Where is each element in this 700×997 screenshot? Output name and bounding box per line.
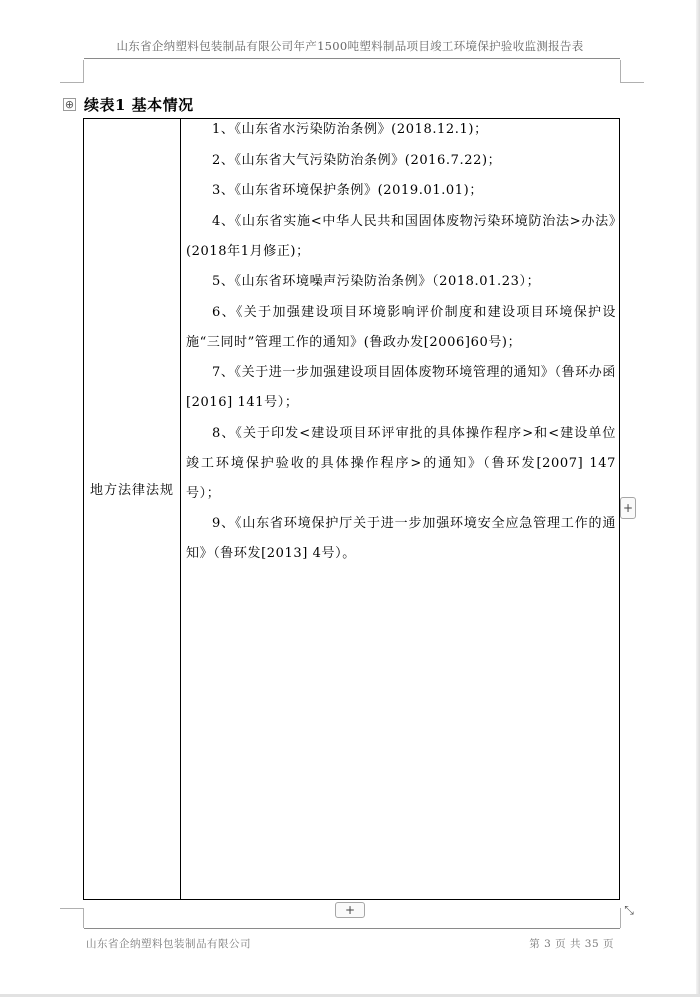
regulation-item: 4、《山东省实施<中华人民共和国固体废物污染环境防治法>办法》(2018年1月修正)； (186, 213, 616, 259)
regulations-list (186, 115, 616, 570)
add-row-button[interactable]: + (335, 902, 365, 918)
regulation-item: 2、《山东省大气污染防治条例》(2016.7.22)； (212, 152, 502, 168)
regulation-item: 5、《山东省环境噪声污染防治条例》（2018.01.23）； (212, 274, 541, 289)
regulation-item: 1、《山东省水污染防治条例》(2018.12.1)； (212, 122, 488, 137)
regulation-item: 3、《山东省环境保护条例》(2019.01.01)； (212, 183, 483, 198)
page-header: 山东省企纳塑料包装制品有限公司年产1500吨塑料制品项目竣工环境保护验收监测报告表 (116, 39, 584, 53)
crop-mark-top-right-v (620, 60, 621, 83)
regulation-item: 6、《关于加强建设项目环境影响评价制度和建设项目环境保护设施“三同时”管理工作的通知》(鲁政办发[2006]60号)； (186, 304, 616, 350)
page-shadow-right (696, 0, 700, 997)
footer-company: 山东省企纳塑料包装制品有限公司 (86, 938, 251, 950)
table-move-handle-icon[interactable]: ⊕ (64, 98, 75, 111)
footer-rule (84, 928, 620, 929)
crop-mark-bottom-left-h (60, 908, 84, 909)
regulation-item: 9、《山东省环境保护厅关于进一步加强环境安全应急管理工作的通知》（鲁环发[2013] 4号）。 (186, 516, 616, 561)
table-caption: 续表1 基本情况 (84, 96, 194, 114)
table-resize-icon[interactable]: ⤡ (624, 903, 634, 917)
table-row-label: 地方法律法规 (89, 483, 174, 498)
add-column-button[interactable]: + (620, 497, 636, 519)
crop-mark-top-left-v (83, 60, 84, 83)
regulation-item: 7、《关于进一步加强建设项目固体废物环境管理的通知》（鲁环办函[2016] 141号）； (186, 365, 616, 410)
header-rule (84, 58, 620, 59)
crop-mark-top-left-h (60, 82, 84, 83)
table-column-divider (180, 118, 181, 900)
regulation-item: 8、《关于印发<建设项目环评审批的具体操作程序>和<建设单位竣工环境保护验收的具体操作程序>的通知》（鲁环发[2007] 147号）； (186, 425, 616, 501)
footer-page-number: 第 3 页 共 35 页 (529, 938, 614, 950)
crop-mark-bottom-left-v (83, 908, 84, 928)
crop-mark-top-right-h (620, 82, 644, 83)
